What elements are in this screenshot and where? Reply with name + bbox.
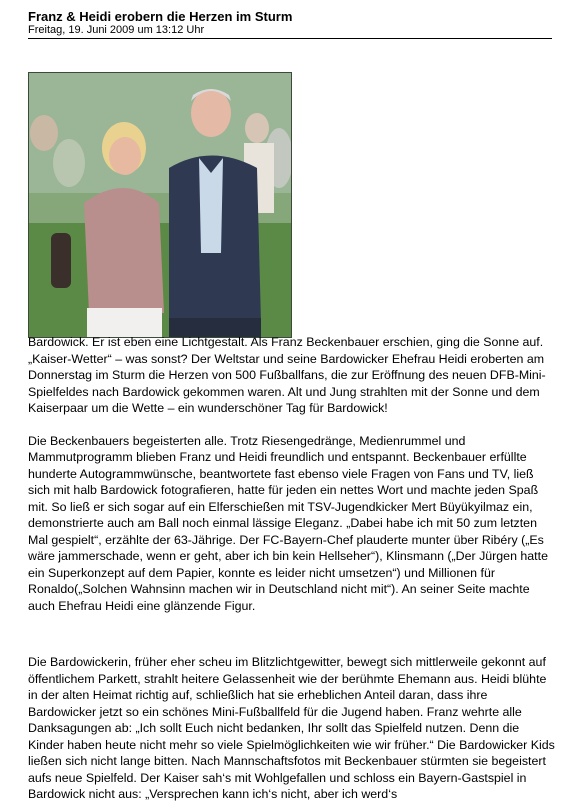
article-photo	[28, 72, 292, 338]
paragraph-3: Die Bardowickerin, früher eher scheu im Blitzlichtgewitter, bewegt sich mittlerweile gekonnt auf öffentlichem Parkett, strahlt heitere Gelassenheit wie der berühmte Ehemann aus. Heidi blühte in der alten Heimat richtig auf, schließlich hat sie erheblichen Anteil daran, dass ihre Bardowicker jetzt so ein schönes Mini-Fußballfeld für die Jugend haben. Franz wehrte alle Danksagungen ab: „Ich sollt Euch nicht bedanken, Ihr sollt das Spielfeld nutzen. Denn die Kinder haben heute nicht mehr so viele Spielmöglichkeiten wie wir früher.“ Die Bardowicker Kids ließen sich nicht lange bitten. Nach Mannschaftsfotos mit Beckenbauer stürmten sie begeistert aufs neue Spielfeld. Der Kaiser sah‘s mit Wohlgefallen und schloss ein Bayern-Gastspiel in Bardowick nicht aus: „Versprechen kann ich‘s nicht, aber ich werd‘s	[28, 655, 555, 801]
article-header	[28, 9, 552, 37]
photo-image-icon	[29, 73, 291, 337]
paragraph-spacer	[28, 417, 558, 433]
article-title: Franz & Heidi erobern die Herzen im Sturm	[28, 9, 293, 24]
paragraph-1: Bardowick. Er ist eben eine Lichtgestalt. Als Franz Beckenbauer erschien, ging die Sonne auf. „Kaiser-Wetter“ – was sonst? Der Weltstar und seine Bardowicker Ehefrau Heidi eroberten am Donnerstag im Sturm die Herzen von 500 Fußballfans, die zur Eröffnung des neuen DFB-Mini-Spielfeldes nach Bardowick gekommen waren. Alt und Jung strahlten mit der Sonne und dem Kaiserpaar um die Wette – ein wunderschöner Tag für Bardowick!	[28, 335, 546, 415]
article-date: Freitag, 19. Juni 2009 um 13:12 Uhr	[28, 24, 205, 36]
article-body	[28, 334, 558, 803]
header-divider	[28, 38, 552, 39]
paragraph-spacer	[28, 614, 558, 654]
paragraph-2: Die Beckenbauers begeisterten alle. Trotz Riesengedränge, Medienrummel und Mammutprogramm blieben Franz und Heidi freundlich und entspannt. Beckenbauer erfüllte hunderte Autogrammwünsche, beantwortete fast ebenso viele Fragen von Fans und TV, ließ sich mit halb Bardowick fotografieren, hatte für jeden ein nettes Wort und machte jeden Spaß mit. So ließ er sich sogar auf ein Elferschießen mit TSV-Jugendkicker Mert Büyükyilmaz ein, demonstrierte auch am Ball noch einmal lässige Eleganz. „Dabei habe ich mit 50 zum letzten Mal gespielt“, erzählte der 63-Jährige. Der FC-Bayern-Chef plauderte munter über Ribéry („Es wäre jammerschade, wenn er geht, aber ich bin kein Hellseher“), Klinsmann („Der Jürgen hatte ein Superkonzept auf dem Papier, konnte es leider nicht umsetzen“) und Millionen für Ronaldo(„Solchen Wahnsinn machen wir in Deutschland nicht mit“). An seiner Seite machte auch Ehefrau Heidi eine glänzende Figur.	[28, 433, 548, 613]
